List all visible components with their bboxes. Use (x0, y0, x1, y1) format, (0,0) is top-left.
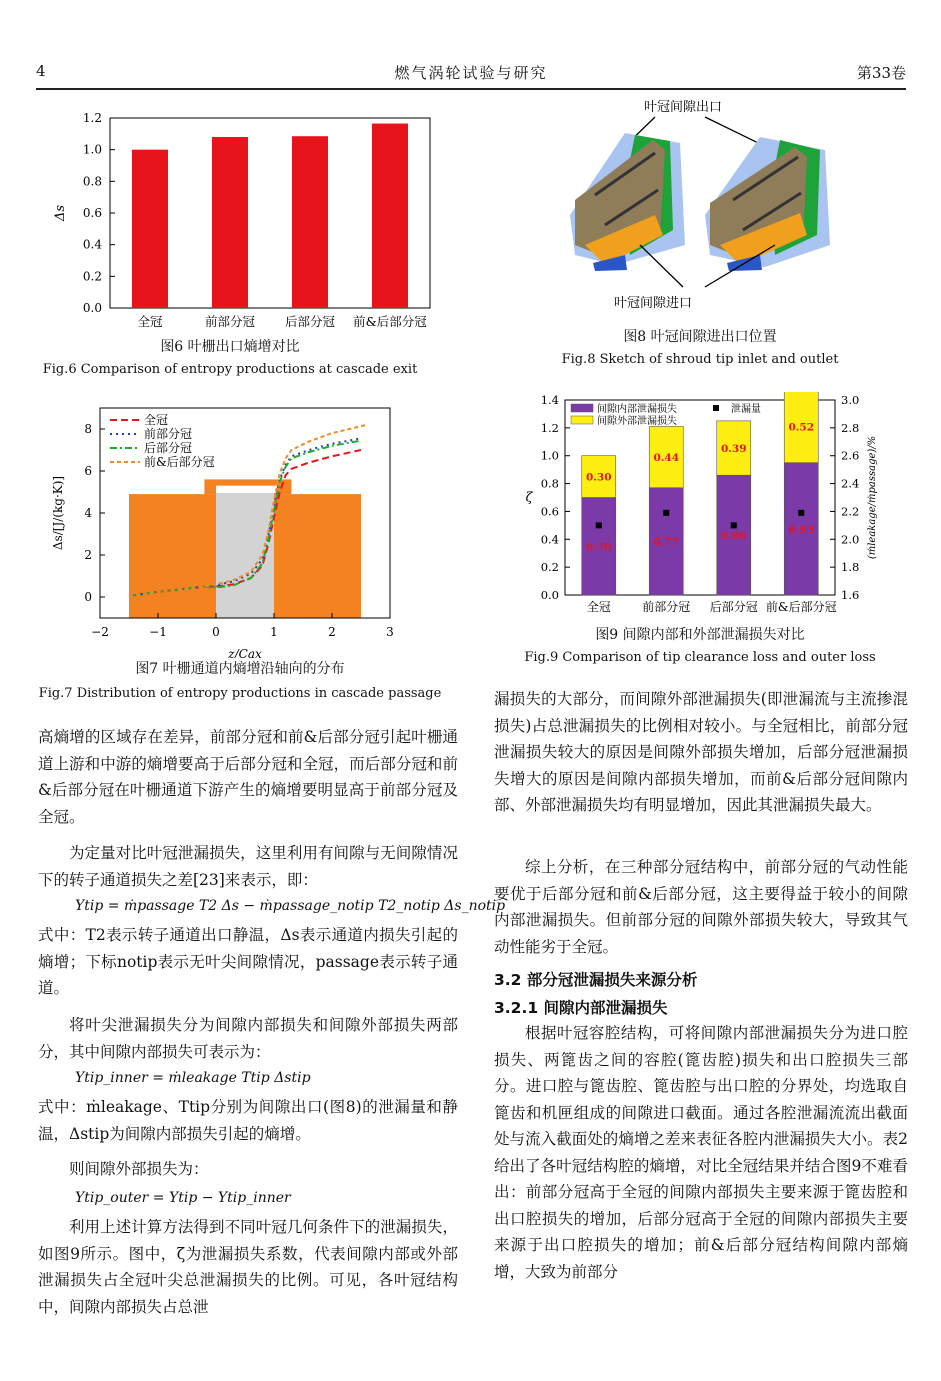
fig9-ytick-label: 0.4 (540, 532, 559, 547)
left-para-6 (38, 1156, 458, 1183)
fig9-caption-cn: 图9 间隙内部和外部泄漏损失对比 (595, 627, 805, 643)
fig6-chart (30, 100, 450, 340)
fig6-ylabel: Δs (53, 204, 68, 222)
fig9-y2tick-label: 2.6 (841, 448, 860, 463)
fig6-xtick-label: 全冠 (137, 314, 163, 329)
fig9-y2label: (ṁleakage/ṁpassage)/% (867, 435, 878, 560)
fig7-ytick-label: 8 (84, 422, 92, 436)
fig9-ytick-label: 0.6 (540, 504, 559, 519)
right-blade-model (705, 137, 830, 271)
fig9-data-label: 0.30 (585, 471, 612, 484)
fig6-ytick-label: 0.6 (82, 206, 102, 220)
right-para-2 (494, 854, 908, 960)
fig7-legend-label: 前&后部分冠 (144, 455, 215, 469)
left-para-1 (38, 724, 458, 830)
fig8-illustration (555, 95, 855, 315)
fig9-legend-label: 间隙内部泄漏损失 (597, 404, 677, 415)
fig7-legend-label: 全冠 (144, 413, 169, 427)
fig7-legend-label: 前部分冠 (144, 427, 193, 441)
fig9-leakage-point (731, 522, 737, 528)
fig7-xtick-label: 0 (212, 625, 220, 639)
text-p2: 为定量对比叶冠泄漏损失，这里利用有间隙与无间隙情况下的转子通道损失之差[23]来表示，即： (38, 844, 458, 889)
text-p3: 式中：T2表示转子通道出口静温，Δs表示通道内损失引起的熵增；下标notip表示无叶尖间隙情况，passage表示转子通道。 (38, 926, 458, 997)
fig9-ytick-label: 1.2 (540, 420, 559, 435)
journal-name: 燃气涡轮试验与研究 (394, 64, 548, 82)
text-r3: 根据叶冠容腔结构，可将间隙内部泄漏损失分为进口腔损失、两篦齿之间的容腔(篦齿腔)损失和出口腔损失三部分。进口腔与篦齿腔、篦齿腔与出口腔的分界处，均选取自篦齿和机匣组成的间隙进口截面。通过各腔泄漏流流出截面处与流入截面处的熵增之差来表征各腔内泄漏损失大小。表2给出了各叶冠结构腔的熵增，对比全冠结果并结合图9不难看出：前部分冠高于全冠的间隙内部损失主要来源于篦齿腔和出口腔损失的增加，后部分冠高于全冠的间隙内部损失主要来源于出口腔损失的增加；前&后部分冠结构间隙内部熵增，大致为前部分 (494, 1024, 908, 1281)
equation-2: Ytip_inner = ṁleakage Ttip Δstip (75, 1070, 311, 1086)
fig9-data-label: 0.93 (788, 523, 815, 536)
fig6-ytick-label: 0.0 (82, 301, 102, 315)
left-para-7 (38, 1214, 458, 1320)
fig7-xlabel: z/Cax (228, 647, 262, 658)
fig7-xtick-label: 3 (386, 625, 394, 639)
fig8-caption-en: Fig.8 Sketch of shroud tip inlet and outlet (561, 352, 839, 367)
header-rule (36, 88, 906, 90)
fig7-tip-gap (216, 486, 277, 493)
fig9-y2tick-label: 2.2 (841, 504, 860, 519)
fig6-ytick-label: 0.2 (82, 269, 102, 284)
fig9-xtick-label: 全冠 (586, 600, 611, 614)
fig7-xtick-label: 1 (270, 625, 278, 639)
fig9-y2tick-label: 2.0 (841, 532, 860, 547)
left-blade-model (570, 133, 685, 271)
text-p6: 则间隙外部损失为： (69, 1160, 209, 1178)
fig8-label-outlet: 叶冠间隙出口 (643, 100, 723, 115)
fig6-ytick-label: 1.2 (82, 111, 102, 125)
fig8-caption-cn: 图8 叶冠间隙进出口位置 (623, 329, 777, 345)
page-number: 4 (36, 62, 46, 80)
equation-1: Ytip = ṁpassage T2 Δs − ṁpassage_notip T2_notip Δs_notip (75, 898, 506, 914)
page-header (36, 62, 906, 86)
fig9-xtick-label: 前部分冠 (642, 600, 691, 614)
fig9-legend-swatch (713, 405, 719, 411)
fig9-data-label: 0.77 (653, 536, 680, 549)
fig6-ytick-label: 0.8 (82, 174, 102, 189)
left-para-3 (38, 922, 458, 1002)
fig9-data-label: 0.70 (585, 541, 612, 554)
text-r2: 综上分析，在三种部分冠结构中，前部分冠的气动性能要优于后部分冠和前&后部分冠，这主要得益于较小的间隙内部泄漏损失。但前部分冠的间隙外部损失较大，导致其气动性能劣于全冠。 (494, 858, 908, 956)
fig6-bar (292, 136, 328, 308)
volume-label: 第33卷 (856, 64, 906, 82)
fig6-bar (372, 124, 408, 308)
left-para-5 (38, 1094, 458, 1147)
section-3-2-title: 3.2 部分冠泄漏损失来源分析 (494, 971, 698, 989)
section-3-2-1-title: 3.2.1 间隙内部泄漏损失 (494, 999, 668, 1017)
fig6-ytick-label: 0.4 (82, 237, 102, 252)
fig9-ytick-label: 0.2 (540, 560, 559, 575)
fig7-xtick-label: −2 (91, 625, 109, 639)
fig7-legend-label: 后部分冠 (144, 441, 193, 455)
fig9-leakage-point (663, 510, 669, 516)
fig7-ytick-label: 0 (84, 590, 92, 604)
fig9-ytick-label: 0.8 (540, 476, 559, 491)
fig6-bar (132, 150, 168, 308)
fig7-ytick-label: 4 (84, 506, 92, 520)
fig9-y2tick-label: 2.8 (841, 420, 860, 435)
fig9-ytick-label: 1.4 (540, 393, 559, 407)
fig9-data-label: 0.39 (720, 443, 747, 456)
fig9-y2tick-label: 2.4 (841, 476, 860, 491)
text-p4: 将叶尖泄漏损失分为间隙内部损失和间隙外部损失两部分，其中间隙内部损失可表示为： (38, 1016, 458, 1061)
fig9-ytick-label: 0.0 (540, 588, 559, 602)
fig6-bar (212, 137, 248, 308)
fig6-caption-cn: 图6 叶栅出口熵增对比 (160, 339, 300, 355)
fig7-chart (40, 398, 460, 658)
fig9-ylabel: ζ (525, 490, 533, 506)
left-para-4 (38, 1012, 458, 1065)
text-r1: 漏损失的大部分，而间隙外部泄漏损失(即泄漏流与主流掺混损失)占总泄漏损失的比例相对较小。与全冠相比，前部分冠泄漏损失较大的原因是间隙外部损失增加，后部分冠泄漏损失增大的原因是间隙内部损失增加，而前&后部分冠间隙内部、外部泄漏损失均有明显增加，因此其泄漏损失最大。 (494, 690, 908, 814)
fig7-ytick-label: 2 (84, 548, 92, 562)
fig9-caption-en: Fig.9 Comparison of tip clearance loss and outer loss (524, 650, 876, 665)
fig9-legend-label: 间隙外部泄漏损失 (597, 416, 677, 427)
text-p1: 高熵增的区域存在差异，前部分冠和前&后部分冠引起叶栅通道上游和中游的熵增要高于后部分冠和全冠，而后部分冠和前&后部分冠在叶栅通道下游产生的熵增要明显高于前部分冠及全冠。 (38, 728, 458, 826)
fig9-legend-swatch (571, 404, 593, 412)
fig7-xtick-label: −1 (149, 625, 167, 639)
fig9-ytick-label: 1.0 (540, 448, 559, 463)
fig8-label-inlet: 叶冠间隙进口 (613, 296, 693, 311)
fig7-caption-cn: 图7 叶栅通道内熵增沿轴向的分布 (135, 661, 345, 677)
fig9-y2tick-label: 1.6 (841, 588, 860, 602)
fig6-xtick-label: 前部分冠 (204, 314, 256, 329)
fig9-data-label: 0.44 (653, 452, 680, 465)
fig7-ytick-label: 6 (84, 464, 92, 478)
fig6-xtick-label: 后部分冠 (284, 314, 336, 329)
fig9-legend-label: 泄漏量 (731, 404, 761, 415)
equation-3: Ytip_outer = Ytip − Ytip_inner (75, 1190, 291, 1206)
left-para-2 (38, 840, 458, 893)
fig6-xtick-label: 前&后部分冠 (353, 314, 427, 329)
fig9-data-label: 0.86 (720, 530, 747, 543)
fig9-data-label: 0.52 (788, 421, 815, 434)
fig9-leakage-point (798, 510, 804, 516)
fig9-legend-swatch (571, 416, 593, 424)
fig9-chart (505, 392, 905, 622)
fig9-xtick-label: 后部分冠 (709, 600, 758, 614)
fig9-y2tick-label: 1.8 (841, 560, 860, 575)
fig9-y2tick-label: 3.0 (841, 393, 860, 407)
fig7-xtick-label: 2 (328, 625, 336, 639)
fig6-ytick-label: 1.0 (82, 142, 102, 157)
fig6-caption-en: Fig.6 Comparison of entropy productions at cascade exit (42, 362, 418, 377)
text-p5: 式中：ṁleakage、Ttip分别为间隙出口(图8)的泄漏量和静温，Δstip为间隙内部损失引起的熵增。 (38, 1098, 458, 1143)
fig7-ylabel: Δs/[J/(kg·K)] (51, 475, 65, 551)
right-para-1 (494, 686, 908, 819)
fig9-leakage-point (596, 522, 602, 528)
fig7-caption-en: Fig.7 Distribution of entropy productions in cascade passage (38, 686, 442, 701)
right-para-3 (494, 1020, 908, 1285)
text-p7: 利用上述计算方法得到不同叶冠几何条件下的泄漏损失，如图9所示。图中，ζ为泄漏损失系数，代表间隙内部或外部泄漏损失占全冠叶尖总泄漏损失的比例。可见，各叶冠结构中，间隙内部损失占总泄 (38, 1218, 458, 1316)
fig9-xtick-label: 前&后部分冠 (765, 600, 837, 614)
